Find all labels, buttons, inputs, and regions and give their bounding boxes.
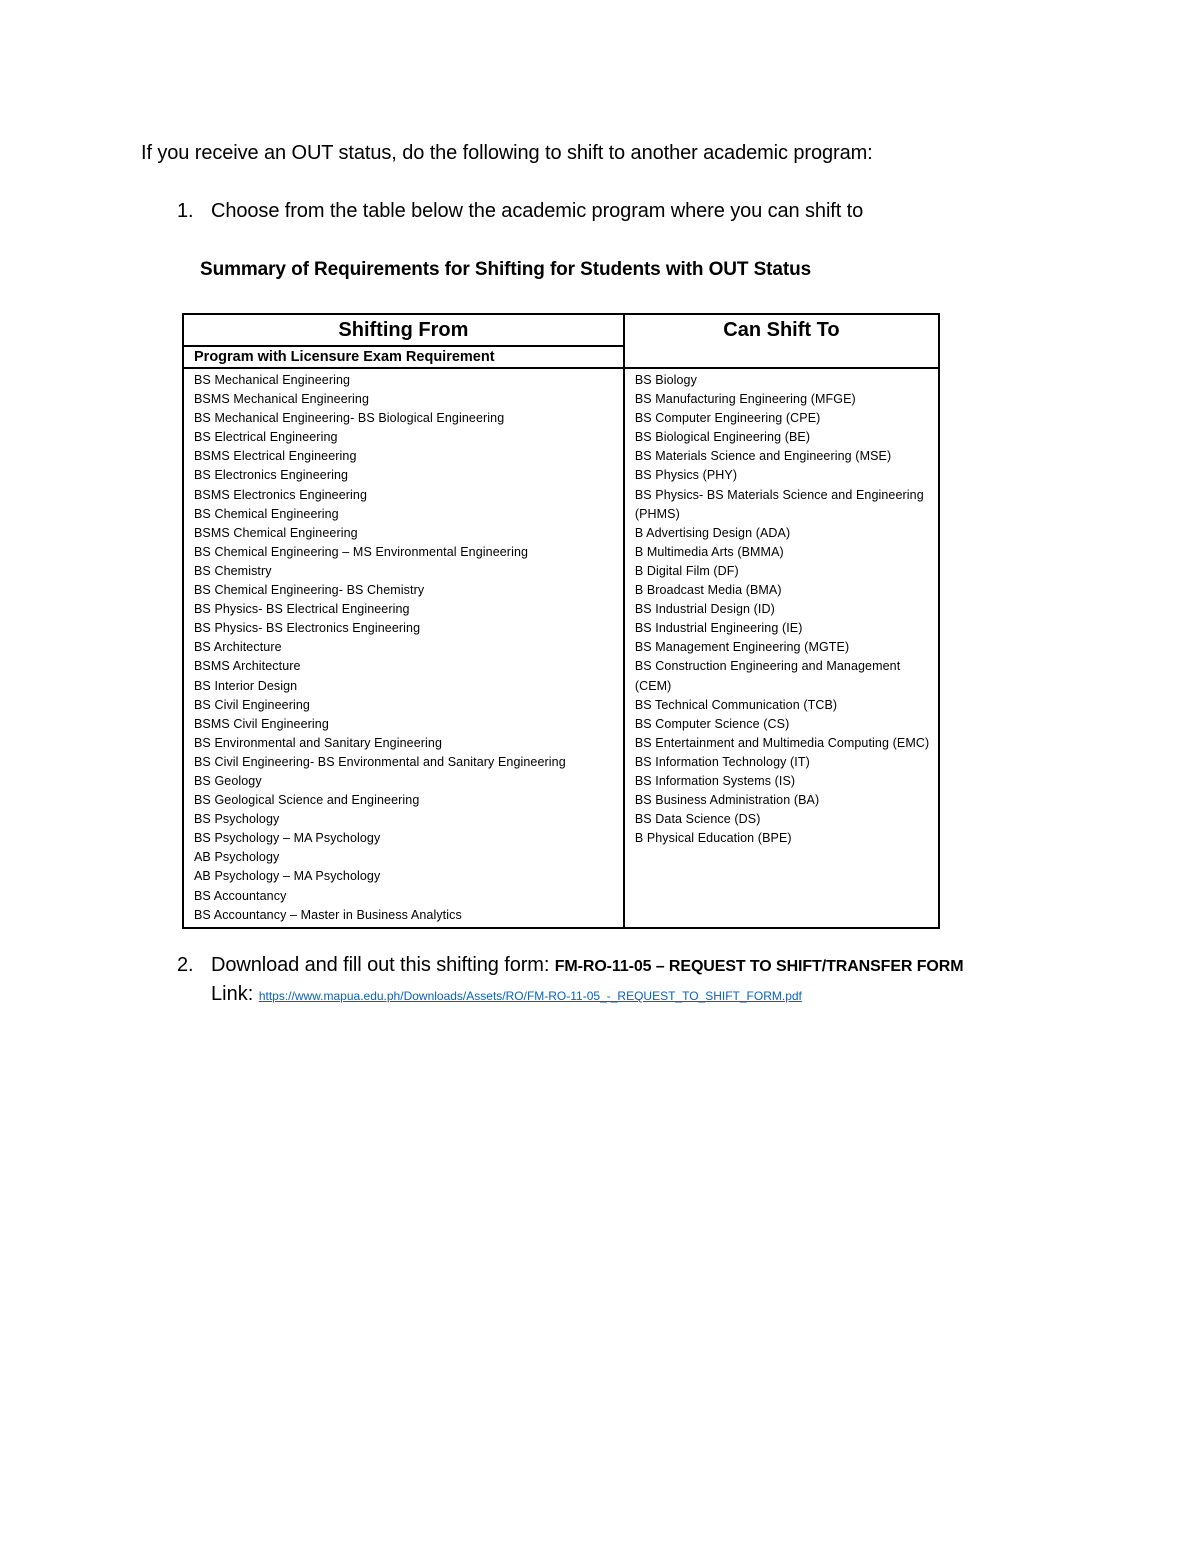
from-item: BS Accountancy – Master in Business Analytics bbox=[194, 907, 462, 922]
from-item: BS Chemical Engineering bbox=[194, 506, 339, 521]
link-label: Link: bbox=[211, 983, 259, 1005]
to-item: BS Biological Engineering (BE) bbox=[634, 430, 811, 445]
from-item: BS Psychology bbox=[194, 812, 280, 827]
to-item: BS Materials Science and Engineering (MSE) bbox=[634, 449, 892, 464]
to-item: B Broadcast Media (BMA) bbox=[634, 583, 782, 598]
step-2-text: Download and fill out this shifting form: bbox=[211, 954, 555, 976]
from-item: BS Chemical Engineering- BS Chemistry bbox=[194, 583, 425, 598]
to-item: BS Physics (PHY) bbox=[634, 468, 738, 483]
from-item: BS Electronics Engineering bbox=[194, 468, 349, 483]
step-1-number: 1. bbox=[177, 200, 194, 222]
to-item: B Digital Film (DF) bbox=[634, 563, 739, 578]
to-item: BS Manufacturing Engineering (MFGE) bbox=[634, 392, 856, 407]
to-item: BS Information Technology (IT) bbox=[634, 754, 810, 769]
from-item: BS Chemical Engineering – MS Environmental Engineering bbox=[194, 544, 529, 559]
from-item: BS Geological Science and Engineering bbox=[194, 793, 420, 808]
to-item: BS Physics- BS Materials Science and Engineering (PHMS) bbox=[634, 487, 924, 521]
from-item: BS Civil Engineering- BS Environmental and Sanitary Engineering bbox=[194, 754, 566, 769]
to-item: BS Construction Engineering and Management (CEM) bbox=[634, 659, 901, 693]
from-item: BS Geology bbox=[194, 773, 262, 788]
subheader-licensure: Program with Licensure Exam Requirement bbox=[183, 346, 624, 368]
to-item: B Physical Education (BPE) bbox=[634, 831, 792, 846]
from-item: BS Civil Engineering bbox=[194, 697, 310, 712]
to-item: BS Management Engineering (MGTE) bbox=[634, 640, 850, 655]
from-item: BS Architecture bbox=[194, 640, 282, 655]
to-item: B Advertising Design (ADA) bbox=[634, 525, 791, 540]
from-item: BSMS Electronics Engineering bbox=[194, 487, 368, 502]
step-2 bbox=[177, 954, 963, 977]
shifting-table bbox=[182, 313, 940, 929]
step-1-text: Choose from the table below the academic program where you can shift to bbox=[211, 200, 864, 222]
to-item: B Multimedia Arts (BMMA) bbox=[634, 544, 784, 559]
from-item: BS Accountancy bbox=[194, 888, 287, 903]
from-item: BS Environmental and Sanitary Engineering bbox=[194, 735, 442, 750]
to-item: BS Business Administration (BA) bbox=[634, 793, 820, 808]
from-item: BS Physics- BS Electrical Engineering bbox=[194, 602, 410, 617]
header-shifting-from: Shifting From bbox=[183, 314, 624, 346]
from-item: BSMS Mechanical Engineering bbox=[194, 392, 370, 407]
shifting-from-list bbox=[183, 368, 624, 928]
to-item: BS Industrial Engineering (IE) bbox=[634, 621, 803, 636]
form-name: FM-RO-11-05 – REQUEST TO SHIFT/TRANSFER FORM bbox=[554, 958, 964, 975]
step-1 bbox=[177, 200, 863, 223]
to-item: BS Data Science (DS) bbox=[634, 812, 761, 827]
from-item: BS Chemistry bbox=[194, 563, 272, 578]
from-item: BSMS Civil Engineering bbox=[194, 716, 329, 731]
from-item: BS Physics- BS Electronics Engineering bbox=[194, 621, 421, 636]
from-item: AB Psychology bbox=[194, 850, 280, 865]
from-item: BS Interior Design bbox=[194, 678, 298, 693]
link-line bbox=[211, 983, 802, 1006]
to-item: BS Computer Engineering (CPE) bbox=[634, 411, 821, 426]
from-item: BS Mechanical Engineering- BS Biological Engineering bbox=[194, 411, 505, 426]
to-item: BS Biology bbox=[634, 373, 697, 387]
to-item: BS Technical Communication (TCB) bbox=[634, 697, 838, 712]
intro-text: If you receive an OUT status, do the following to shift to another academic program: bbox=[141, 142, 873, 164]
from-item: BS Psychology – MA Psychology bbox=[194, 831, 381, 846]
to-item: BS Entertainment and Multimedia Computing (EMC) bbox=[634, 735, 930, 750]
to-item: BS Computer Science (CS) bbox=[634, 716, 790, 731]
from-item: BS Electrical Engineering bbox=[194, 430, 338, 445]
header-can-shift-to: Can Shift To bbox=[624, 314, 939, 368]
table-title: Summary of Requirements for Shifting for Students with OUT Status bbox=[200, 259, 812, 280]
to-item: BS Information Systems (IS) bbox=[634, 773, 796, 788]
from-item: BS Mechanical Engineering bbox=[194, 373, 351, 387]
from-item: BSMS Chemical Engineering bbox=[194, 525, 358, 540]
from-item: BSMS Electrical Engineering bbox=[194, 449, 357, 464]
to-item: BS Industrial Design (ID) bbox=[634, 602, 775, 617]
can-shift-to-list bbox=[624, 368, 939, 928]
step-2-number: 2. bbox=[177, 954, 194, 976]
form-download-link[interactable]: https://www.mapua.edu.ph/Downloads/Assets/RO/FM-RO-11-05_-_REQUEST_TO_SHIFT_FORM.pdf bbox=[258, 989, 802, 1003]
from-item: BSMS Architecture bbox=[194, 659, 301, 674]
from-item: AB Psychology – MA Psychology bbox=[194, 869, 381, 884]
